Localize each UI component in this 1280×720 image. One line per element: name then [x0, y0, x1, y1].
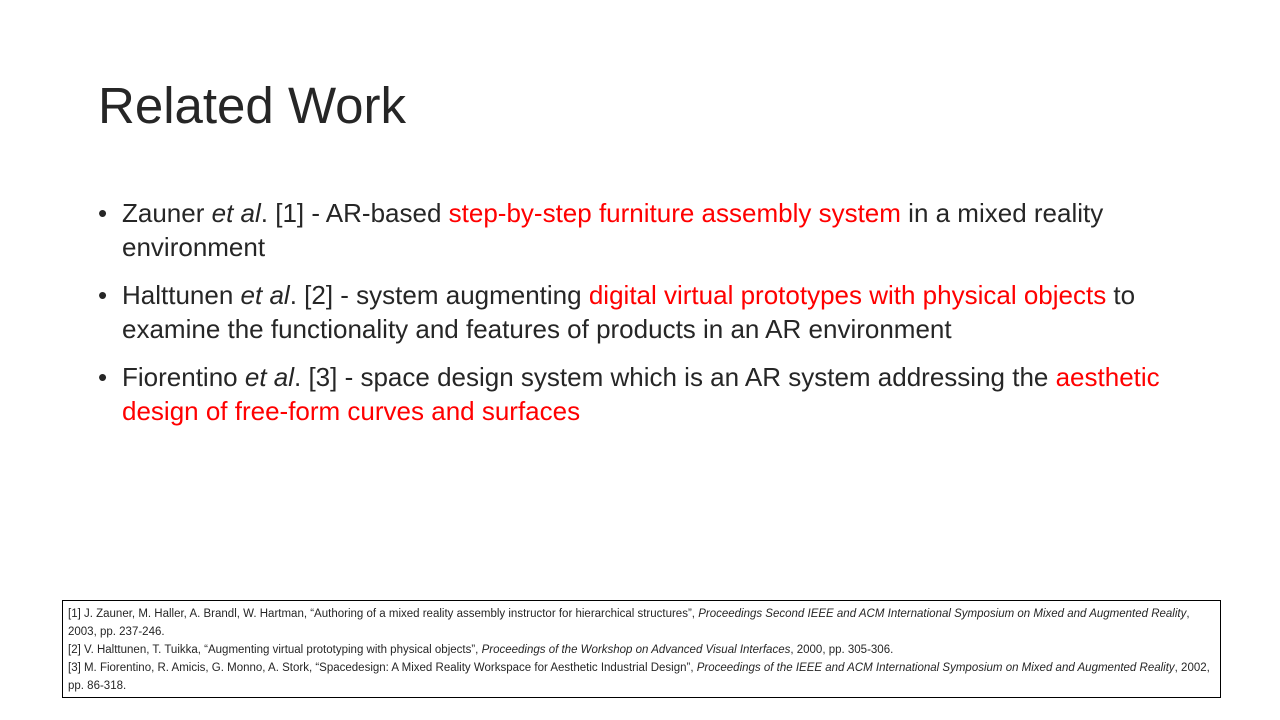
bullet-highlight: aesthetic design of free-form curves and surfaces: [122, 362, 1160, 426]
bullet-author: Fiorentino: [122, 362, 238, 392]
reference-venue: Proceedings of the IEEE and ACM International Symposium on Mixed and Augmented Reality: [696, 662, 1175, 674]
bullet-highlight: step-by-step furniture assembly system: [448, 198, 901, 228]
reference-text: [2] V. Halttunen, T. Tuikka, “Augmenting virtual prototyping with physical objects”,: [68, 644, 482, 656]
reference-item: [68, 659, 1220, 695]
bullet-etal: et al: [244, 362, 295, 392]
bullet-author: Halttunen: [122, 280, 234, 310]
bullet-highlight: digital virtual prototypes with physical objects: [588, 280, 1107, 310]
reference-tail: , 2000, pp. 305-306.: [790, 644, 894, 656]
reference-venue: Proceedings Second IEEE and ACM International Symposium on Mixed and Augmented Reality: [698, 608, 1187, 620]
bullet-marker: •: [98, 280, 108, 310]
bullet-etal: et al: [240, 280, 290, 310]
bullet-text-pre: . [3] - space design system which is an AR system addressing the: [294, 362, 1056, 392]
bullet-marker: •: [98, 198, 108, 228]
bullet-text-post: to examine the functionality and features of products in an AR environment: [122, 280, 1136, 344]
bullet-text-post: in a mixed reality environment: [122, 198, 1104, 262]
reference-text: [1] J. Zauner, M. Haller, A. Brandl, W. Hartman, “Authoring of a mixed reality assembly instructor for hierarchical structures”,: [68, 608, 699, 620]
slide-title: Related Work: [98, 77, 407, 134]
reference-tail: , 2003, pp. 237-246.: [68, 608, 1190, 638]
bullet-author: Zauner: [122, 198, 205, 228]
reference-tail: , 2002, pp. 86-318.: [68, 662, 1210, 692]
reference-text: [3] M. Fiorentino, R. Amicis, G. Monno, A. Stork, “Spacedesign: A Mixed Reality Workspace for Aesthetic Industrial Design”,: [68, 662, 697, 674]
bullet-item-zauner: [98, 196, 1198, 264]
bullet-marker: •: [98, 362, 108, 392]
references-box: [62, 600, 1221, 698]
bullet-list: [98, 196, 1198, 442]
bullet-text-pre: . [2] - system augmenting: [289, 280, 589, 310]
bullet-item-fiorentino: [98, 360, 1198, 428]
reference-item: [68, 605, 1220, 641]
bullet-text-pre: . [1] - AR-based: [260, 198, 449, 228]
bullet-item-halttunen: [98, 278, 1198, 346]
reference-item: [68, 641, 1220, 659]
bullet-etal: et al: [211, 198, 261, 228]
reference-venue: Proceedings of the Workshop on Advanced Visual Interfaces: [481, 644, 791, 656]
